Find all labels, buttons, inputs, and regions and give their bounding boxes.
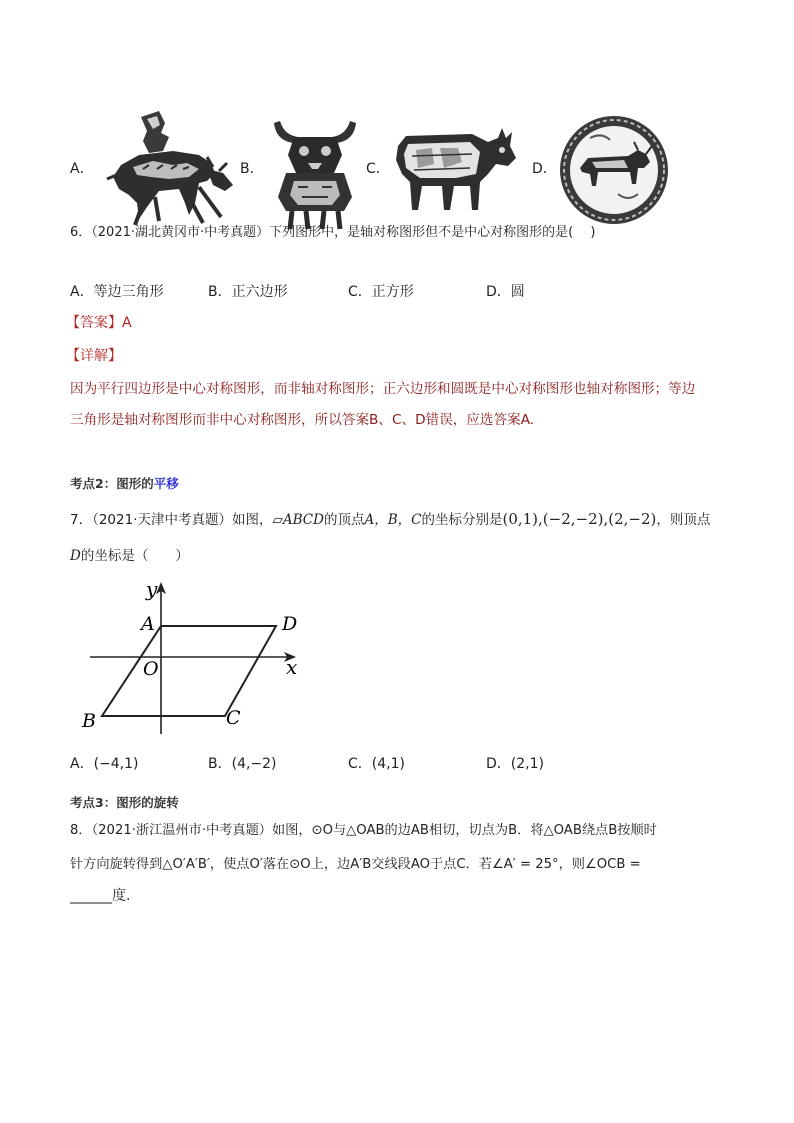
q6-stem: 6．（2021·湖北黄冈市·中考真题）下列图形中，是轴对称图形但不是中心对称图形的是( ) xyxy=(70,225,596,240)
q6-option-d: D．圆 xyxy=(486,284,525,300)
q7-stem-part2: 的顶点 xyxy=(323,512,365,528)
q5-option-d-label: D． xyxy=(532,161,557,177)
label-b: B xyxy=(82,710,96,732)
section-header-rotation: 考点3：图形的旋转 xyxy=(70,795,179,810)
parallelogram-abcd xyxy=(102,626,276,716)
q6-option-c: C．正方形 xyxy=(348,284,414,300)
q7-stem-line-2 xyxy=(70,546,189,566)
q5-option-a-label: A． xyxy=(70,161,94,177)
ox-papercut-image-a xyxy=(103,107,235,227)
q6-detail-label: 【详解】 xyxy=(66,348,122,364)
label-y: y xyxy=(146,578,158,601)
q7-option-c: C．(4,1) xyxy=(348,756,405,772)
ox-papercut-image-d xyxy=(558,110,670,230)
label-a: A xyxy=(141,613,155,635)
q5-option-c-label: C． xyxy=(366,161,390,177)
q6-option-b: B．正六边形 xyxy=(208,284,288,300)
q7-option-b: B．(4,−2) xyxy=(208,756,277,772)
q7-option-a: A．(−4,1) xyxy=(70,756,139,772)
q8-line-3 xyxy=(70,886,130,906)
label-d: D xyxy=(282,613,298,635)
q7-stem-vertices: A，B，C xyxy=(364,512,422,528)
section-header-translation xyxy=(70,474,179,492)
section-header-prefix: 考点2：图形的 xyxy=(70,476,154,491)
q5-option-b-label: B． xyxy=(240,161,264,177)
q8-unit: 度. xyxy=(112,888,131,904)
q7-parallelogram-figure xyxy=(80,578,320,738)
label-c: C xyxy=(226,707,241,729)
q8-line-2: 针方向旋转得到△O′A′B′，使点O′落在⊙O上，边A′B交线段AO于点C．若∠A′ = 25°，则∠OCB = xyxy=(70,857,641,872)
q7-stem-part1: 7．（2021·天津中考真题）如图， xyxy=(70,512,273,528)
q8-line-1: 8．（2021·浙江温州市·中考真题）如图，⊙O与△OAB的边AB相切，切点为B．将△OAB绕点B按顺时 xyxy=(70,823,657,838)
q6-detail-line-2: 三角形是轴对称图形而非中心对称图形，所以答案B、C、D错误，应选答案A. xyxy=(70,412,535,428)
section-header-highlight: 平移 xyxy=(153,476,179,491)
q6-answer: 【答案】A xyxy=(66,315,132,331)
q7-stem-part3: 的坐标分别是 xyxy=(421,512,503,528)
label-x: x xyxy=(286,655,298,679)
q7-stem-line-2-text: 的坐标是（ ） xyxy=(80,548,189,564)
q7-stem-point-d: D xyxy=(70,548,81,564)
q7-option-d: D．(2,1) xyxy=(486,756,544,772)
q7-stem-coordinates: (0,1),(−2,−2),(2,−2) xyxy=(502,510,657,528)
q6-detail-line-1: 因为平行四边形是中心对称图形，而非轴对称图形；正六边形和圆既是中心对称图形也轴对称图形；等边 xyxy=(70,381,696,397)
ox-papercut-image-c xyxy=(392,124,520,216)
q7-stem-part4: ，则顶点 xyxy=(656,512,711,528)
q8-answer-blank[interactable]: ______ xyxy=(70,888,112,904)
ox-papercut-image-b xyxy=(268,107,362,231)
q7-stem-line-1 xyxy=(70,509,710,530)
label-o: O xyxy=(143,658,159,680)
q6-option-a: A．等边三角形 xyxy=(70,284,164,300)
q7-stem-parallelogram: ▱ABCD xyxy=(272,512,324,528)
